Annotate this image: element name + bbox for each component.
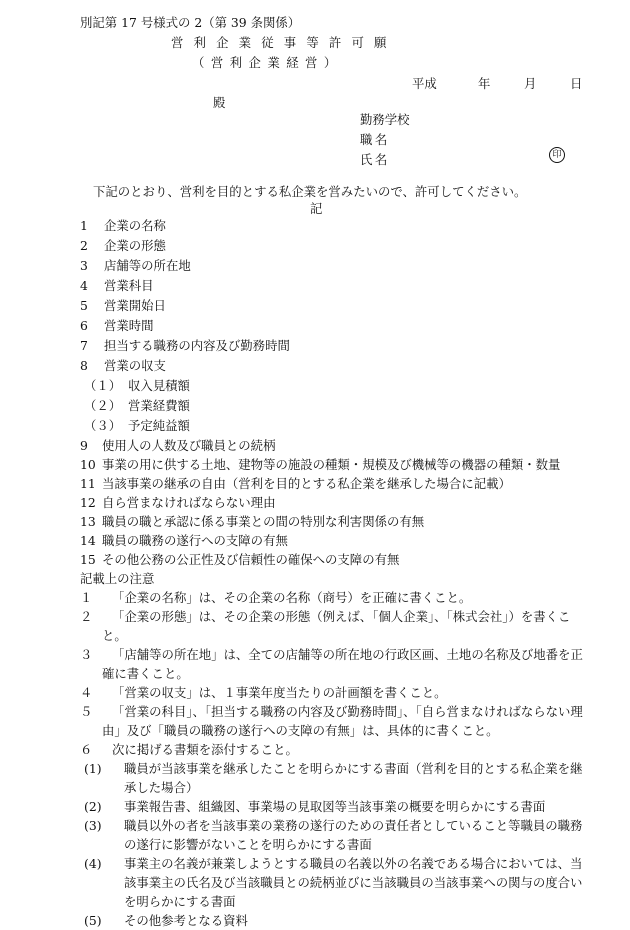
applicant-block [360, 110, 420, 170]
list-item [80, 550, 585, 569]
sub-item-text: 営業経費額 [128, 398, 190, 413]
subitems-list [80, 376, 585, 436]
list-item-number: 11 [80, 476, 96, 491]
list-item [80, 276, 585, 296]
list-item [80, 455, 585, 474]
date-day: 日 [570, 76, 583, 91]
attachments-list [80, 759, 585, 930]
list-item-text: 自ら営まなければならない理由 [102, 495, 276, 510]
note-item-number: ５ [80, 704, 93, 719]
note-item-number: ４ [80, 685, 93, 700]
items2-list [80, 436, 585, 569]
note-item-text: 「店舗等の所在地」は、全ての店舗等の所在地の行政区画、土地の名称及び地番を正確に書くこと。 [102, 647, 583, 681]
attachment-item-text: 事業報告書、組織図、事業場の見取図等当該事業の概要を明らかにする書面 [124, 799, 546, 814]
note-item [80, 607, 585, 645]
notes-title: 記載上の注意 [80, 571, 155, 586]
school-label: 勤務学校 [360, 111, 410, 127]
position-label: 職名 [360, 131, 390, 147]
list-item-number: 10 [80, 457, 96, 472]
list-item-number: 12 [80, 495, 96, 510]
document-subtitle: （営利企業経営） [192, 55, 343, 70]
list-item-number: 7 [80, 338, 88, 353]
list-item [80, 356, 585, 376]
attachment-item-number: (2) [84, 799, 102, 814]
list-item-text: 職員の職と承認に係る事業との間の特別な利害関係の有無 [102, 514, 425, 529]
list-item [80, 296, 585, 316]
sub-item-number: （３） [84, 418, 122, 433]
note-item [80, 702, 585, 740]
sub-item-number: （２） [84, 398, 122, 413]
list-item-number: 8 [80, 358, 88, 373]
document-body [80, 216, 585, 930]
note-item-text: 「企業の形態」は、その企業の形態（例えば、「個人企業」、「株式会社」）を書くこと。 [102, 609, 571, 643]
note-item [80, 645, 585, 683]
note-item [80, 683, 585, 702]
note-item-number: ６ [80, 742, 93, 757]
attachment-item-number: (4) [84, 856, 102, 871]
list-item-number: 5 [80, 298, 88, 313]
list-item-number: 9 [80, 438, 88, 453]
list-item-number: 1 [80, 218, 88, 233]
ki-heading: 記 [310, 201, 323, 216]
list-item-text: 営業の収支 [104, 358, 166, 373]
notes-list [80, 588, 585, 759]
attachment-item-text: 職員以外の者を当該事業の業務の遂行のための責任者としていること等職員の職務の遂行に影響がないことを明らかにする書面 [124, 818, 583, 852]
list-item-text: 企業の名称 [104, 218, 166, 233]
note-item-text: 「営業の科目」、「担当する職務の内容及び勤務時間」、「自ら営まなければならない理由」及び「職員の職務の遂行への支障の有無」は、具体的に書くこと。 [102, 704, 583, 738]
list-item-number: 3 [80, 258, 88, 273]
sub-item-text: 収入見積額 [128, 378, 190, 393]
list-item [80, 316, 585, 336]
addressee: 殿 [213, 95, 226, 110]
attachment-item [84, 854, 585, 911]
date-line [412, 75, 582, 94]
list-item [80, 336, 585, 356]
attachment-item-text: 職員が当該事業を継承したことを明らかにする書面（営利を目的とする私企業を継承した場合） [124, 761, 583, 795]
list-item-text: 営業開始日 [104, 298, 166, 313]
date-era: 平成 [412, 76, 437, 91]
note-item-text: 次に掲げる書類を添付すること。 [112, 742, 298, 757]
sub-item-number: （１） [84, 378, 122, 393]
list-item-text: 使用人の人数及び職員との続柄 [102, 438, 276, 453]
list-item-text: 担当する職務の内容及び勤務時間 [104, 338, 290, 353]
attachment-item-text: その他参考となる資料 [124, 913, 248, 928]
list-item [80, 512, 585, 531]
list-item-text: 職員の職務の遂行への支障の有無 [102, 533, 288, 548]
name-row [360, 150, 420, 170]
attachment-item [84, 911, 585, 930]
note-item-text: 「企業の名称」は、その企業の名称（商号）を正確に書くこと。 [112, 590, 472, 605]
list-item-text: 事業の用に供する土地、建物等の施設の種類・規模及び機械等の機器の種類・数量 [102, 457, 561, 472]
position-row [360, 130, 420, 150]
list-item-text: 営業科目 [104, 278, 154, 293]
attachment-item [84, 759, 585, 797]
note-item-number: １ [80, 590, 93, 605]
sub-item [80, 376, 585, 396]
list-item [80, 436, 585, 455]
note-item [80, 740, 585, 759]
list-item [80, 493, 585, 512]
attachment-item [84, 816, 585, 854]
list-item [80, 256, 585, 276]
list-item-text: その他公務の公正性及び信頼性の確保への支障の有無 [102, 552, 400, 567]
note-item-number: ３ [80, 647, 93, 662]
document-title: 営利企業従事等許可願 [171, 35, 397, 50]
list-item-number: 15 [80, 552, 96, 567]
list-item-number: 2 [80, 238, 88, 253]
list-item-number: 6 [80, 318, 88, 333]
attachment-item-number: (3) [84, 818, 102, 833]
list-item-number: 13 [80, 514, 96, 529]
date-month: 月 [524, 76, 537, 91]
attachment-item-number: (5) [84, 913, 102, 928]
attachment-item-text: 事業主の名義が兼業しようとする職員の名義以外の名義である場合においては、当該事業主の氏名及び当該職員との続柄並びに当該職員の当該事業への関与の度合いを明らかにする書面 [124, 856, 583, 909]
sub-item-text: 予定純益額 [128, 418, 190, 433]
list-item-number: 14 [80, 533, 96, 548]
list-item-text: 当該事業の継承の自由（営利を目的とする私企業を継承した場合に記載） [102, 476, 511, 491]
attachment-item-number: (1) [84, 761, 102, 776]
note-item [80, 588, 585, 607]
list-item [80, 474, 585, 493]
date-year: 年 [478, 76, 491, 91]
list-item-text: 企業の形態 [104, 238, 166, 253]
sub-item [80, 416, 585, 436]
name-label: 氏名 [360, 151, 390, 167]
items-list [80, 216, 585, 376]
note-item-text: 「営業の収支」は、１事業年度当たりの計画額を書くこと。 [112, 685, 447, 700]
list-item [80, 531, 585, 550]
list-item [80, 216, 585, 236]
intro-text: 下記のとおり、営利を目的とする私企業を営みたいので、許可してください。 [93, 184, 527, 199]
school-row [360, 110, 420, 130]
list-item-text: 営業時間 [104, 318, 154, 333]
form-number: 別記第 17 号様式の 2（第 39 条関係） [80, 15, 301, 30]
list-item-text: 店舗等の所在地 [104, 258, 191, 273]
attachment-item [84, 797, 585, 816]
list-item-number: 4 [80, 278, 88, 293]
sub-item [80, 396, 585, 416]
seal-mark: 印 [549, 147, 565, 163]
note-item-number: ２ [80, 609, 93, 624]
list-item [80, 236, 585, 256]
